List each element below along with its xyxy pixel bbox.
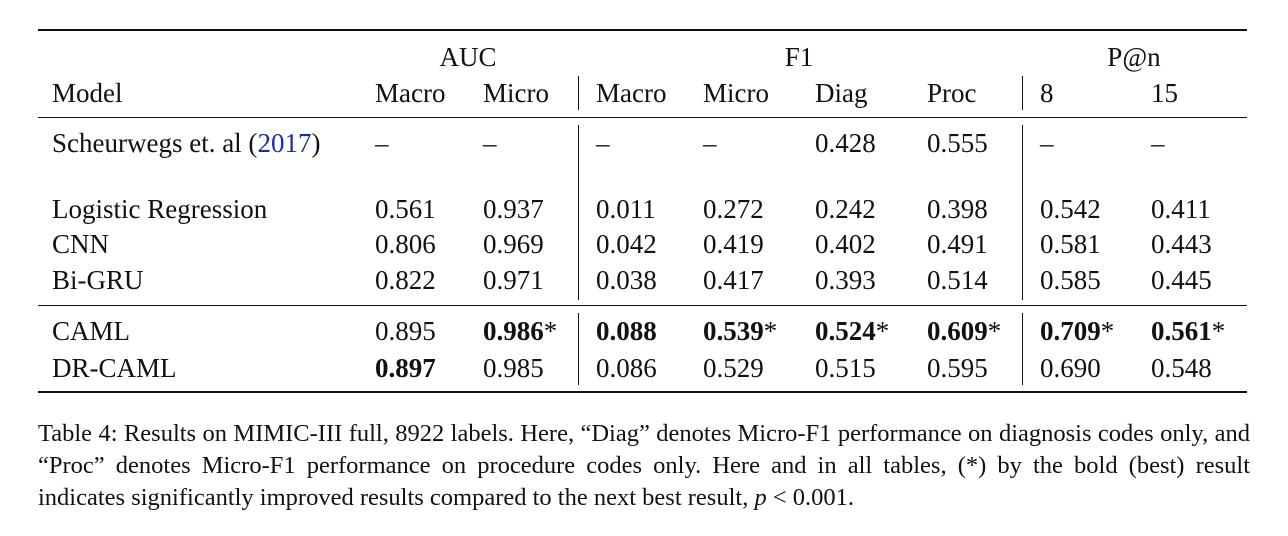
table-cell: 0.542 bbox=[1040, 194, 1101, 224]
table-cell: 0.529 bbox=[703, 353, 764, 383]
table-cell: 0.491 bbox=[927, 229, 988, 259]
table-cell: – bbox=[375, 128, 389, 158]
row-model-logistic-regression: Logistic Regression bbox=[52, 194, 268, 224]
table-cell-best: 0.709* bbox=[1040, 316, 1115, 346]
significance-marker: * bbox=[543, 316, 558, 346]
table-cell: 0.042 bbox=[596, 229, 657, 259]
table-cell: 0.937 bbox=[483, 194, 544, 224]
table-cell: 0.393 bbox=[815, 265, 876, 295]
table-cell: 0.428 bbox=[815, 128, 876, 158]
table-cell: – bbox=[483, 128, 497, 158]
table-top-rule bbox=[38, 29, 1247, 31]
table-cell: – bbox=[1151, 128, 1165, 158]
table-cell: 0.272 bbox=[703, 194, 764, 224]
table-cell: 0.561 bbox=[375, 194, 436, 224]
table-bottom-rule bbox=[38, 391, 1247, 393]
table-cell: 0.398 bbox=[927, 194, 988, 224]
table-cell: 0.402 bbox=[815, 229, 876, 259]
significance-marker: * bbox=[875, 316, 890, 346]
f1-pn-separator-bottom bbox=[1022, 313, 1023, 385]
group-header-auc: AUC bbox=[439, 42, 497, 72]
col-header-p15: 15 bbox=[1151, 78, 1178, 108]
table-cell: 0.555 bbox=[927, 128, 988, 158]
baseline-section-rule bbox=[38, 305, 1247, 306]
table-cell: 0.595 bbox=[927, 353, 988, 383]
table-cell-best: 0.986* bbox=[483, 316, 558, 346]
col-header-auc-macro: Macro bbox=[375, 78, 446, 108]
table-cell: 0.690 bbox=[1040, 353, 1101, 383]
f1-pn-separator-body bbox=[1022, 125, 1023, 300]
table-cell: 0.581 bbox=[1040, 229, 1101, 259]
table-cell: 0.515 bbox=[815, 353, 876, 383]
significance-marker: * bbox=[763, 316, 778, 346]
table-cell: 0.411 bbox=[1151, 194, 1211, 224]
auc-f1-separator-bottom bbox=[578, 313, 579, 385]
col-header-p8: 8 bbox=[1040, 78, 1054, 108]
col-header-f1-proc: Proc bbox=[927, 78, 977, 108]
table-cell-best: 0.539* bbox=[703, 316, 778, 346]
f1-pn-separator bbox=[1022, 76, 1023, 110]
table-cell: 0.417 bbox=[703, 265, 764, 295]
table-cell: 0.443 bbox=[1151, 229, 1212, 259]
citation-link[interactable]: 2017 bbox=[257, 128, 312, 158]
table-cell-best: 0.897 bbox=[375, 353, 436, 383]
table-cell: 0.585 bbox=[1040, 265, 1101, 295]
table-cell: 0.038 bbox=[596, 265, 657, 295]
table-cell: 0.514 bbox=[927, 265, 988, 295]
table-cell-best: 0.561* bbox=[1151, 316, 1226, 346]
col-header-f1-micro: Micro bbox=[703, 78, 769, 108]
group-header-f1: F1 bbox=[784, 42, 814, 72]
table-cell-best: 0.609* bbox=[927, 316, 1002, 346]
auc-f1-separator-body bbox=[578, 125, 579, 300]
row-model-bi-gru: Bi-GRU bbox=[52, 265, 144, 295]
group-header-pn: P@n bbox=[1107, 42, 1161, 72]
header-bottom-rule bbox=[38, 117, 1247, 118]
table-caption: Table 4: Results on MIMIC-III full, 8922 labels. Here, “Diag” denotes Micro-F1 performance on diagnosis codes only, and “Proc” denotes Micro-F1 performance on procedure codes only. Here and in all tables, (*) by the bold (best) result indicates significantly improved results compared to the next best result, p < 0.001. bbox=[38, 420, 1250, 511]
table-cell: – bbox=[596, 128, 610, 158]
table-cell: – bbox=[1040, 128, 1054, 158]
col-header-f1-macro: Macro bbox=[596, 78, 667, 108]
table-cell: 0.822 bbox=[375, 265, 436, 295]
table-cell: 0.985 bbox=[483, 353, 544, 383]
significance-marker: * bbox=[987, 316, 1002, 346]
table-cell: 0.548 bbox=[1151, 353, 1212, 383]
auc-f1-separator bbox=[578, 76, 579, 110]
col-header-f1-diag: Diag bbox=[815, 78, 868, 108]
col-header-model: Model bbox=[52, 78, 123, 108]
table-cell: 0.086 bbox=[596, 353, 657, 383]
significance-marker: * bbox=[1211, 316, 1226, 346]
table-cell-best: 0.088 bbox=[596, 316, 657, 346]
significance-marker: * bbox=[1100, 316, 1115, 346]
table-cell: 0.419 bbox=[703, 229, 764, 259]
row-model-scheurwegs: Scheurwegs et. al (2017) bbox=[52, 128, 321, 158]
table-cell: 0.971 bbox=[483, 265, 544, 295]
table-cell: 0.969 bbox=[483, 229, 544, 259]
table-cell-best: 0.524* bbox=[815, 316, 890, 346]
table-cell: 0.806 bbox=[375, 229, 436, 259]
col-header-auc-micro: Micro bbox=[483, 78, 549, 108]
table-cell: 0.895 bbox=[375, 316, 436, 346]
row-model-caml: CAML bbox=[52, 316, 131, 346]
table-cell: – bbox=[703, 128, 717, 158]
table-cell: 0.242 bbox=[815, 194, 876, 224]
row-model-dr-caml: DR-CAML bbox=[52, 353, 177, 383]
table-cell: 0.011 bbox=[596, 194, 656, 224]
table-cell: 0.445 bbox=[1151, 265, 1212, 295]
row-model-cnn: CNN bbox=[52, 229, 110, 259]
